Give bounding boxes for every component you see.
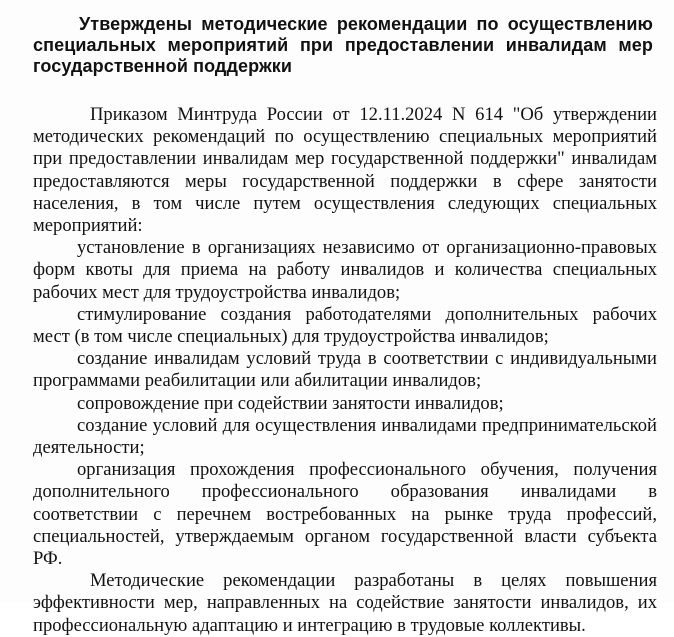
list-item-working-conditions: создание инвалидам условий труда в соответствии с индивидуальными программами реабилитации или абилитации инвалидов; bbox=[33, 348, 657, 392]
conclusion-paragraph: Методические рекомендации разработаны в целях повышения эффективности мер, направленных на содействие занятости инвалидов, их профессиональную адаптацию и интеграцию в трудовые коллективы. bbox=[33, 570, 657, 636]
document-title: Утверждены методические рекомендации по осуществлению специальных мероприятий при предоставлении инвалидам мер государственной поддержки bbox=[33, 14, 653, 76]
list-item-support: сопровождение при содействии занятости инвалидов; bbox=[77, 392, 504, 414]
intro-paragraph: Приказом Минтруда России от 12.11.2024 N 614 "Об утверждении методических рекомендаций по осуществлению специальных мероприятий при предоставлении инвалидам мер государственной поддержки" инвалидам предоставляются меры государственной поддержки в сфере занятости населения, в том числе путем осуществления следующих специальных мероприятий: bbox=[33, 104, 657, 237]
list-item-quota: установление в организациях независимо от организационно-правовых форм квоты для приема на работу инвалидов и количества специальных рабочих мест для трудоустройства инвалидов; bbox=[33, 237, 657, 303]
document-body bbox=[33, 104, 657, 637]
list-item-entrepreneurship: создание условий для осуществления инвалидами предпринимательской деятельности; bbox=[33, 414, 657, 459]
list-item-incentives: стимулирование создания работодателями дополнительных рабочих мест (в том числе специальных) для трудоустройства инвалидов; bbox=[33, 303, 657, 348]
list-item-training: организация прохождения профессионального обучения, получения дополнительного профессионального образования инвалидами в соответствии с перечнем востребованных на рынке труда профессий, специальностей, утверждаемым органом государственной власти субъекта РФ. bbox=[33, 459, 657, 570]
